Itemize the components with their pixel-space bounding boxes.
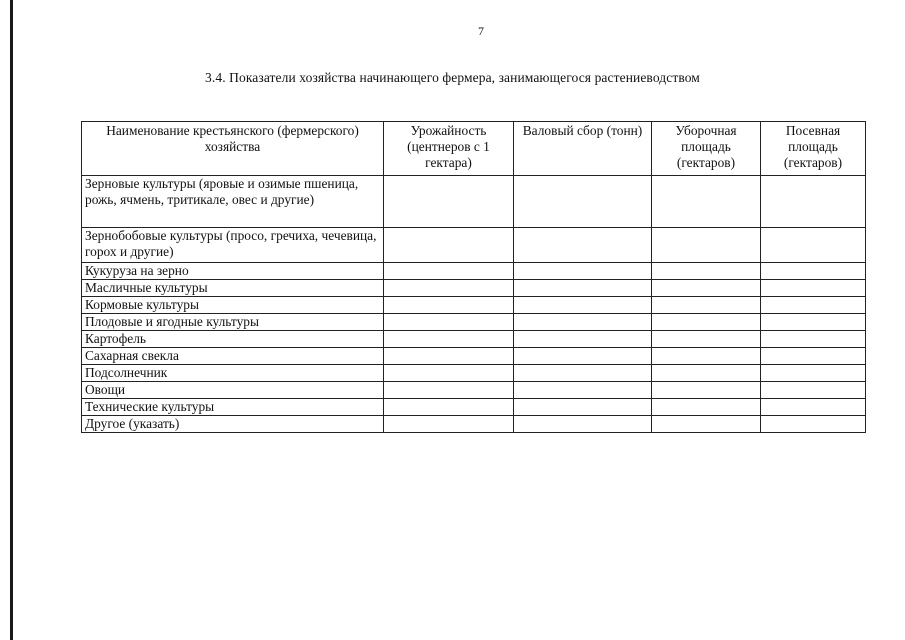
cell-gross-harvest[interactable] (514, 297, 652, 314)
cell-yield[interactable] (384, 382, 514, 399)
cell-harvested-area[interactable] (652, 228, 761, 263)
cell-yield[interactable] (384, 297, 514, 314)
row-label-fodder: Кормовые культуры (82, 297, 384, 314)
table-header-row (82, 122, 866, 176)
table-row (82, 297, 866, 314)
cell-harvested-area[interactable] (652, 314, 761, 331)
cell-gross-harvest[interactable] (514, 314, 652, 331)
cell-harvested-area[interactable] (652, 176, 761, 228)
cell-harvested-area[interactable] (652, 382, 761, 399)
cell-harvested-area[interactable] (652, 280, 761, 297)
cell-yield[interactable] (384, 331, 514, 348)
table-row (82, 382, 866, 399)
cell-gross-harvest[interactable] (514, 228, 652, 263)
row-label-grain: Зерновые культуры (яровые и озимые пшеница, рожь, ячмень, тритикале, овес и другие) (82, 176, 384, 228)
cell-gross-harvest[interactable] (514, 280, 652, 297)
cell-yield[interactable] (384, 228, 514, 263)
cell-yield[interactable] (384, 399, 514, 416)
cell-gross-harvest[interactable] (514, 416, 652, 433)
header-sown-area: Посевная площадь (гектаров) (761, 122, 866, 176)
binding-edge-line (10, 0, 13, 640)
cell-sown-area[interactable] (761, 416, 866, 433)
row-label-corn: Кукуруза на зерно (82, 263, 384, 280)
cell-gross-harvest[interactable] (514, 365, 652, 382)
cell-yield[interactable] (384, 416, 514, 433)
table-row (82, 263, 866, 280)
cell-sown-area[interactable] (761, 365, 866, 382)
cell-sown-area[interactable] (761, 280, 866, 297)
header-gross-harvest: Валовый сбор (тонн) (514, 122, 652, 176)
cell-yield[interactable] (384, 365, 514, 382)
cell-yield[interactable] (384, 176, 514, 228)
cell-yield[interactable] (384, 280, 514, 297)
cell-yield[interactable] (384, 263, 514, 280)
cell-sown-area[interactable] (761, 399, 866, 416)
cell-harvested-area[interactable] (652, 399, 761, 416)
cell-sown-area[interactable] (761, 348, 866, 365)
cell-sown-area[interactable] (761, 263, 866, 280)
cell-sown-area[interactable] (761, 331, 866, 348)
header-harvested-area: Уборочная площадь (гектаров) (652, 122, 761, 176)
cell-sown-area[interactable] (761, 314, 866, 331)
row-label-fruit-berry: Плодовые и ягодные культуры (82, 314, 384, 331)
row-label-vegetables: Овощи (82, 382, 384, 399)
row-label-oilseeds: Масличные культуры (82, 280, 384, 297)
cell-gross-harvest[interactable] (514, 263, 652, 280)
table-row (82, 331, 866, 348)
cell-gross-harvest[interactable] (514, 348, 652, 365)
cell-harvested-area[interactable] (652, 331, 761, 348)
cell-harvested-area[interactable] (652, 348, 761, 365)
table-row (82, 314, 866, 331)
table-row (82, 416, 866, 433)
row-label-potato: Картофель (82, 331, 384, 348)
page-number: 7 (478, 24, 484, 38)
table-row (82, 280, 866, 297)
cell-gross-harvest[interactable] (514, 382, 652, 399)
table-row (82, 348, 866, 365)
cell-gross-harvest[interactable] (514, 176, 652, 228)
cell-yield[interactable] (384, 348, 514, 365)
farm-indicators-table (81, 121, 866, 433)
row-label-sunflower: Подсолнечник (82, 365, 384, 382)
cell-harvested-area[interactable] (652, 416, 761, 433)
cell-harvested-area[interactable] (652, 297, 761, 314)
row-label-legumes: Зернобобовые культуры (просо, гречиха, чечевица, горох и другие) (82, 228, 384, 263)
cell-sown-area[interactable] (761, 228, 866, 263)
table-row (82, 365, 866, 382)
table-row (82, 228, 866, 263)
cell-harvested-area[interactable] (652, 263, 761, 280)
cell-sown-area[interactable] (761, 297, 866, 314)
row-label-industrial: Технические культуры (82, 399, 384, 416)
table-row (82, 399, 866, 416)
header-farm-name: Наименование крестьянского (фермерского) хозяйства (82, 122, 384, 176)
cell-gross-harvest[interactable] (514, 331, 652, 348)
section-title: 3.4. Показатели хозяйства начинающего фермера, занимающегося растениеводством (205, 70, 700, 85)
cell-sown-area[interactable] (761, 176, 866, 228)
cell-yield[interactable] (384, 314, 514, 331)
cell-gross-harvest[interactable] (514, 399, 652, 416)
cell-harvested-area[interactable] (652, 365, 761, 382)
header-yield: Урожайность (центнеров с 1 гектара) (384, 122, 514, 176)
cell-sown-area[interactable] (761, 382, 866, 399)
row-label-sugar-beet: Сахарная свекла (82, 348, 384, 365)
table-row (82, 176, 866, 228)
row-label-other: Другое (указать) (82, 416, 384, 433)
